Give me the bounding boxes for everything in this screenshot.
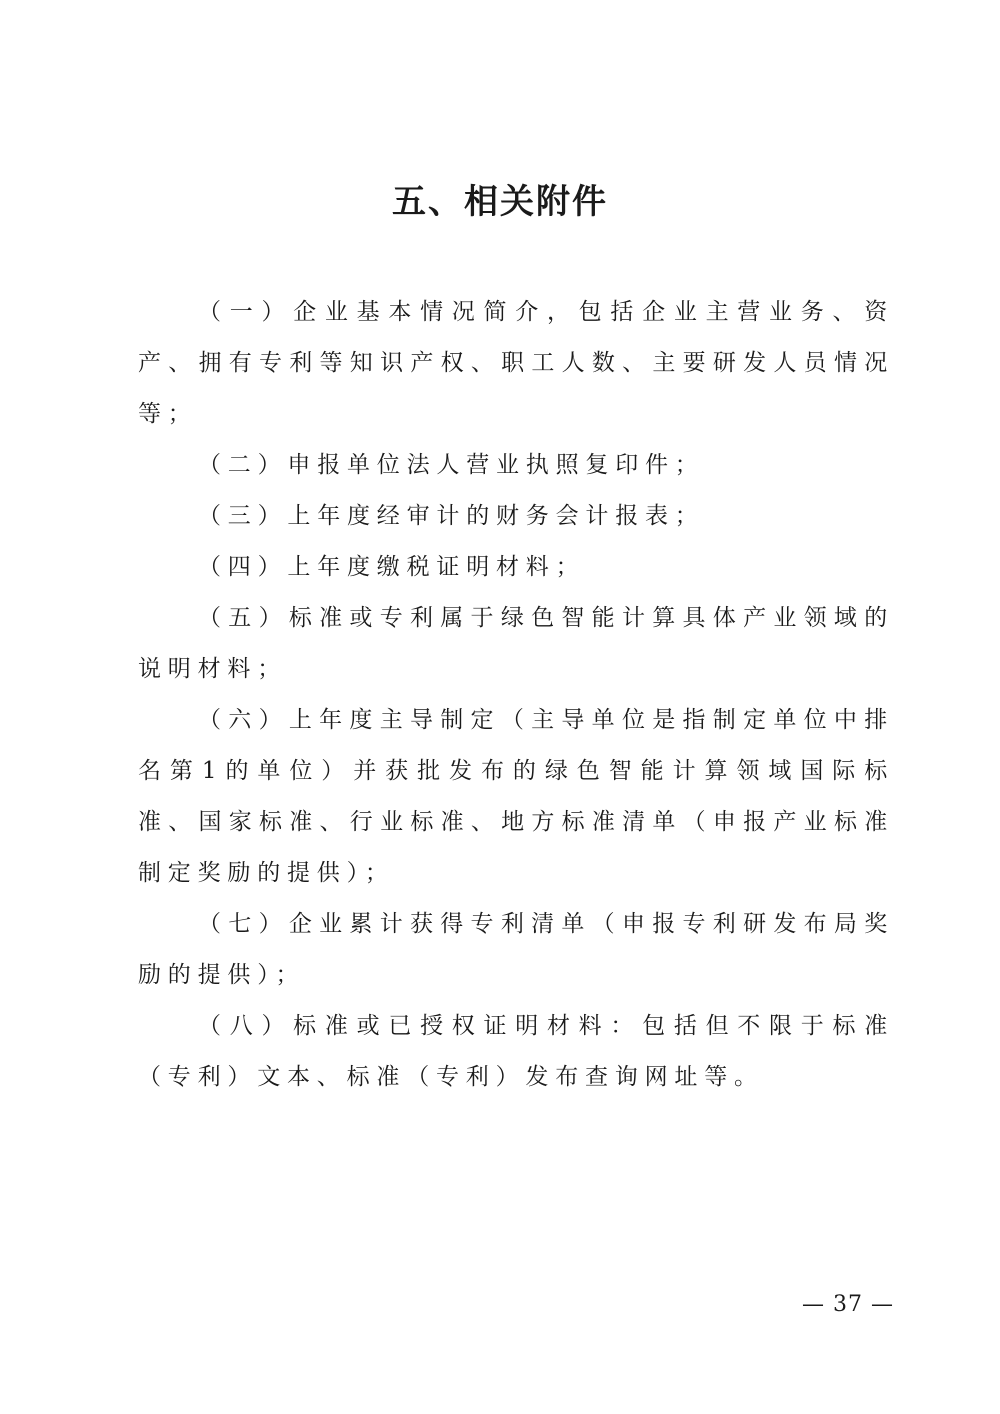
list-item: （四）上年度缴税证明材料； xyxy=(198,554,586,580)
list-item: （三）上年度经审计的财务会计报表； xyxy=(198,503,705,529)
list-item: （五）标准或专利属于绿色智能计算具体产业领域的说明材料； xyxy=(138,605,894,682)
list-item: （七）企业累计获得专利清单（申报专利研发布局奖励的提供）； xyxy=(138,911,894,988)
page-number: — 37 — xyxy=(802,1292,894,1317)
attachment-list xyxy=(138,287,894,1103)
list-item: （六）上年度主导制定（主导单位是指制定单位中排名第1的单位）并获批发布的绿色智能计算领域国际标准、国家标准、行业标准、地方标准清单（申报产业标准制定奖励的提供）； xyxy=(138,707,894,886)
list-item: （一）企业基本情况简介，包括企业主营业务、资产、拥有专利等知识产权、职工人数、主要研发人员情况等； xyxy=(138,299,894,427)
section-title: 五、相关附件 xyxy=(392,182,608,222)
list-item: （八）标准或已授权证明材料：包括但不限于标准（专利）文本、标准（专利）发布查询网址等。 xyxy=(138,1013,894,1090)
list-item: （二）申报单位法人营业执照复印件； xyxy=(198,452,705,478)
